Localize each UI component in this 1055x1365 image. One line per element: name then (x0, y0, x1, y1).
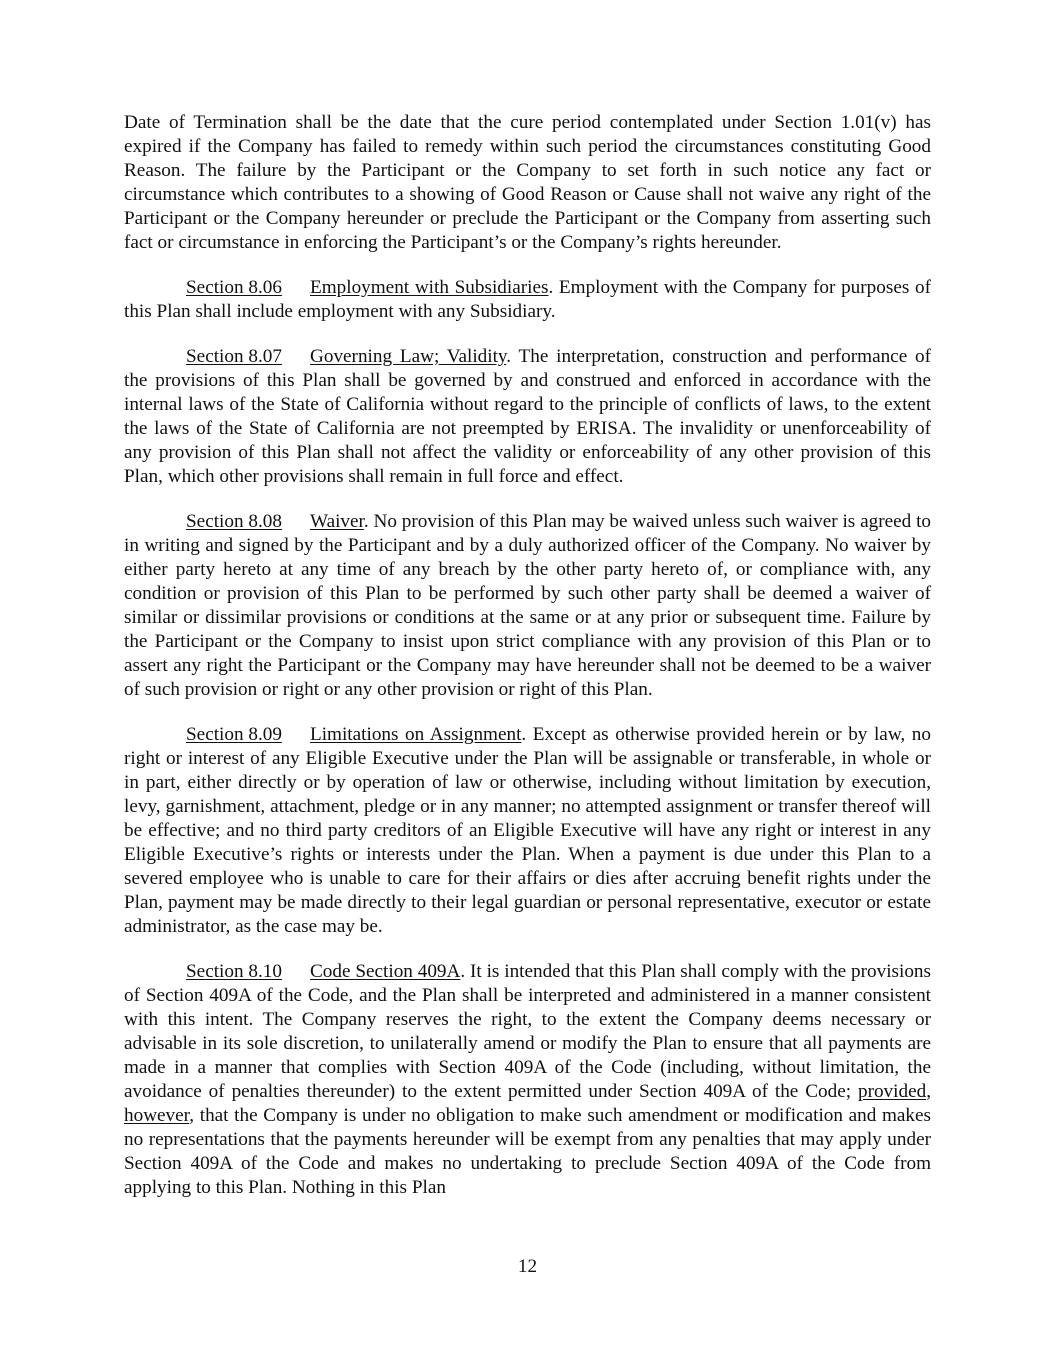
provided-term: provided (857, 1081, 927, 1102)
section-number: Section 8.06 (186, 277, 282, 298)
section-title: Employment with Subsidiaries (310, 277, 549, 298)
section-number: Section 8.09 (186, 724, 282, 745)
paragraph-continuation: Date of Termination shall be the date that the cure period contemplated under Section 1.01(v) has expired if the Company has failed to remedy within such period the circumstances constituting Good Reason. The failure by the Participant or the Company to set forth in such notice any fact or circumstance which contributes to a showing of Good Reason or Cause shall not waive any right of the Participant or the Company hereunder or preclude the Participant or the Company from asserting such fact or circumstance in enforcing the Participant’s or the Company’s rights hereunder. (124, 112, 931, 253)
section-number: Section 8.07 (186, 346, 282, 367)
section-body: . It is intended that this Plan shall comply with the provisions of Section 409A of the Code, and the Plan shall be interpreted and administered in a manner consistent with this intent. The Company reserves the right, to the extent the Company deems necessary or advisable in its sole discretion, to unilaterally amend or modify the Plan to ensure that all payments are made in a manner that complies with Section 409A of the Code (including, without limitation, the avoidance of penalties thereunder) to the extent permitted under Section 409A of the Code; (124, 961, 931, 1102)
section-number: Section 8.08 (186, 511, 282, 532)
section-body: . The interpretation, construction and performance of the provisions of this Plan shall be governed by and construed and enforced in accordance with the internal laws of the State of California without regard to the principle of conflicts of laws, to the extent the laws of the State of California are not preempted by ERISA. The invalidity or unenforceability of any provision of this Plan shall not affect the validity or enforceability of any other provision of this Plan, which other provisions shall remain in full force and effect. (124, 346, 931, 487)
section-body-continued: , that the Company is under no obligation to make such amendment or modification and makes no representations that the payments hereunder will be exempt from any penalties that may apply under Section 409A of the Code and makes no undertaking to preclude Section 409A of the Code from applying to this Plan. Nothing in this Plan (124, 1105, 931, 1198)
term-separator: , (926, 1081, 931, 1102)
page-number: 12 (517, 1256, 538, 1277)
section-body: . Employment with the Company for purposes of this Plan shall include employment with any Subsidiary. (124, 277, 931, 322)
however-term: however (124, 1105, 190, 1126)
section-8-06 (124, 276, 931, 324)
section-title: Governing Law; Validity (310, 346, 507, 367)
section-title: Code Section 409A (310, 961, 461, 982)
section-8-07 (124, 345, 931, 489)
section-8-09 (124, 723, 931, 939)
section-title: Waiver (310, 511, 364, 532)
section-body: . No provision of this Plan may be waived unless such waiver is agreed to in writing and signed by the Participant and by a duly authorized officer of the Company. No waiver by either party hereto at any time of any breach by the other party hereto of, or compliance with, any condition or provision of this Plan to be performed by such other party shall be deemed a waiver of similar or dissimilar provisions or conditions at the same or at any prior or subsequent time. Failure by the Participant or the Company to insist upon strict compliance with any provision of this Plan or to assert any right the Participant or the Company may have hereunder shall not be deemed to be a waiver of such provision or right or any other provision or right of this Plan. (124, 511, 931, 700)
document-page (124, 111, 931, 1221)
section-8-10 (124, 960, 931, 1200)
section-title: Limitations on Assignment (310, 724, 522, 745)
section-body: . Except as otherwise provided herein or by law, no right or interest of any Eligible Executive under the Plan will be assignable or transferable, in whole or in part, either directly or by operation of law or otherwise, including without limitation by execution, levy, garnishment, attachment, pledge or in any manner; no attempted assignment or transfer thereof will be effective; and no third party creditors of an Eligible Executive will have any right or interest in any Eligible Executive’s rights or interests under the Plan. When a payment is due under this Plan to a severed employee who is unable to care for their affairs or dies after accruing benefit rights under the Plan, payment may be made directly to their legal guardian or personal representative, executor or estate administrator, as the case may be. (124, 724, 931, 937)
section-8-08 (124, 510, 931, 702)
section-number: Section 8.10 (186, 961, 282, 982)
